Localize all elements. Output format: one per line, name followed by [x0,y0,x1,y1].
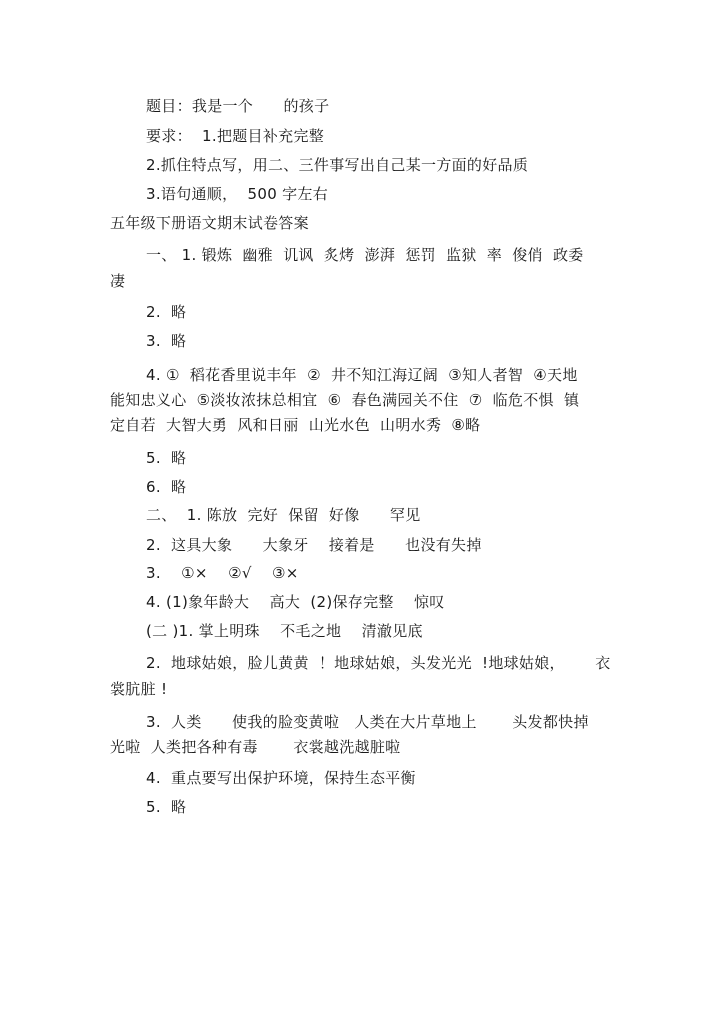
answer-1-1: 一、 1. 锻炼 幽雅 讥讽 炙烤 澎湃 惩罚 监狱 率 俊俏 政委 [146,246,584,264]
answer-1-3: 3. 略 [146,332,187,350]
essay-requirement-1: 要求： 1.把题目补充完整 [146,127,325,145]
answer-1-5: 5. 略 [146,449,187,467]
answer-1-1-cont: 凄 [110,272,126,290]
answer-1-4-cont: 能知忠义心 ⑤淡妆浓抹总相宜 ⑥ 春色满园关不住 ⑦ 临危不惧 镇 [110,391,580,409]
answer-2-4: 4. (1)象年龄大 高大 (2)保存完整 惊叹 [146,593,445,611]
answer-2b-5: 5. 略 [146,798,187,816]
answer-2b-2: 2. 地球姑娘，脸儿黄黄 ！地球姑娘，头发光光 !地球姑娘， 衣 [146,654,611,672]
answer-1-4: 4. ① 稻花香里说丰年 ② 井不知江海辽阔 ③知人者智 ④天地 [146,366,578,384]
answer-key-title: 五年级下册语文期末试卷答案 [110,214,309,232]
answer-2b-1: (二 )1. 掌上明珠 不毛之地 清澈见底 [146,622,423,640]
essay-requirement-2: 2.抓住特点写，用二、三件事写出自己某一方面的好品质 [146,156,529,174]
answer-2-2: 2. 这具大象 大象牙 接着是 也没有失掉 [146,536,482,554]
answer-2b-3: 3. 人类 使我的脸变黄啦 人类在大片草地上 头发都快掉 [146,713,589,731]
essay-topic: 题目：我是一个 的孩子 [146,97,330,115]
answer-1-2: 2. 略 [146,303,187,321]
answer-1-4-cont2: 定自若 大智大勇 风和日丽 山光水色 山明水秀 ⑧略 [110,416,481,434]
answer-2-3: 3. ①× ②√ ③× [146,564,299,582]
answer-2b-3-cont: 光啦 人类把各种有毒 衣裳越洗越脏啦 [110,738,401,756]
answer-2-1: 二、 1. 陈放 完好 保留 好像 罕见 [146,506,421,524]
answer-2b-4: 4. 重点要写出保护环境，保持生态平衡 [146,769,416,787]
essay-requirement-3: 3.语句通顺， 500 字左右 [146,185,329,203]
answer-2b-2-cont: 裳肮脏 ! [110,680,168,698]
answer-1-6: 6. 略 [146,478,187,496]
